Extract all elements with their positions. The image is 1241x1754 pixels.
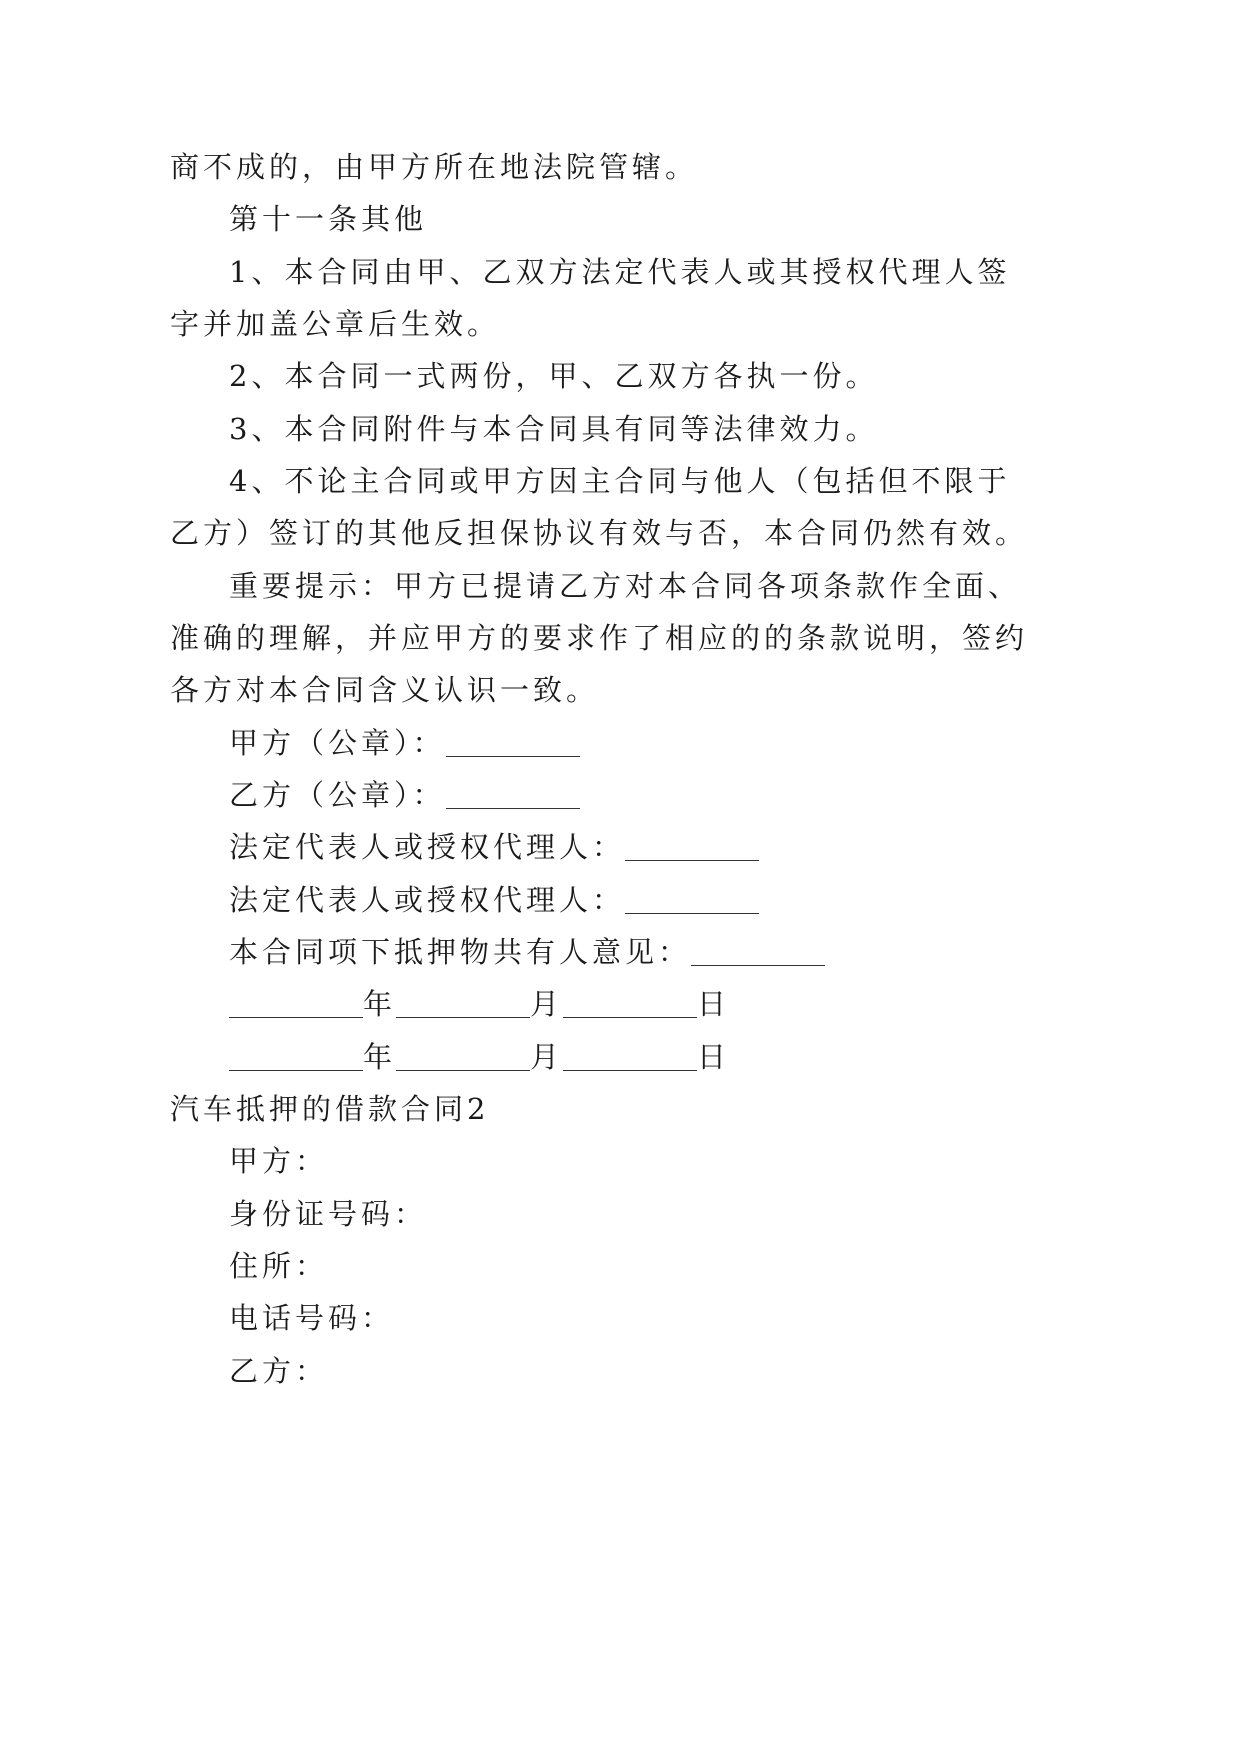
- date-line-1: [229, 984, 730, 1024]
- paragraph-line: 重要提示：甲方已提请乙方对本合同各项条款作全面、: [229, 569, 1022, 603]
- paragraph-line: 1、本合同由甲、乙双方法定代表人或其授权代理人签: [229, 255, 1011, 289]
- section-title: 汽车抵押的借款合同2: [170, 1092, 490, 1126]
- year-label: 年: [363, 1040, 397, 1074]
- paragraph-line: 3、本合同附件与本合同具有同等法律效力。: [229, 412, 879, 446]
- day-blank[interactable]: [563, 1044, 697, 1071]
- party-b-seal-blank[interactable]: [446, 782, 580, 809]
- month-label: 月: [530, 987, 564, 1021]
- representative-label-2: 法定代表人或授权代理人：: [229, 883, 626, 917]
- party-a-seal-line: [229, 723, 580, 763]
- paragraph-line: 字并加盖公章后生效。: [170, 307, 501, 341]
- representative-blank-2[interactable]: [625, 887, 759, 914]
- party-a-seal-blank[interactable]: [446, 730, 580, 757]
- year-blank[interactable]: [229, 991, 363, 1018]
- party-b-seal-label: 乙方（公章）：: [229, 778, 446, 812]
- paragraph-line: 乙方）签订的其他反担保协议有效与否，本合同仍然有效。: [170, 516, 1029, 550]
- field-label-address: 住所：: [229, 1249, 329, 1283]
- year-label: 年: [363, 987, 397, 1021]
- field-label-party-b: 乙方：: [229, 1354, 329, 1388]
- paragraph-line: 2、本合同一式两份，甲、乙双方各执一份。: [229, 359, 879, 393]
- representative-label-1: 法定代表人或授权代理人：: [229, 830, 626, 864]
- party-b-seal-line: [229, 775, 580, 815]
- paragraph-line: 商不成的，由甲方所在地法院管辖。: [170, 150, 699, 184]
- representative-line-2: [229, 880, 759, 920]
- representative-blank-1[interactable]: [625, 834, 759, 861]
- day-label: 日: [697, 1040, 731, 1074]
- day-blank[interactable]: [563, 991, 697, 1018]
- party-a-seal-label: 甲方（公章）：: [229, 726, 446, 760]
- co-owner-opinion-label: 本合同项下抵押物共有人意见：: [229, 935, 692, 969]
- paragraph-line: 4、不论主合同或甲方因主合同与他人（包括但不限于: [229, 464, 1011, 498]
- paragraph-line: 各方对本合同含义认识一致。: [170, 673, 600, 707]
- field-label-party-a: 甲方：: [229, 1144, 329, 1178]
- field-label-phone: 电话号码：: [229, 1301, 395, 1335]
- representative-line-1: [229, 827, 759, 867]
- month-blank[interactable]: [396, 1044, 530, 1071]
- field-label-id-number: 身份证号码：: [229, 1197, 428, 1231]
- article-heading: 第十一条其他: [229, 202, 428, 236]
- day-label: 日: [697, 987, 731, 1021]
- date-line-2: [229, 1037, 730, 1077]
- co-owner-opinion-blank[interactable]: [691, 939, 825, 966]
- year-blank[interactable]: [229, 1044, 363, 1071]
- paragraph-line: 准确的理解，并应甲方的要求作了相应的的条款说明，签约: [170, 621, 1029, 655]
- month-blank[interactable]: [396, 991, 530, 1018]
- month-label: 月: [530, 1040, 564, 1074]
- co-owner-opinion-line: [229, 932, 825, 972]
